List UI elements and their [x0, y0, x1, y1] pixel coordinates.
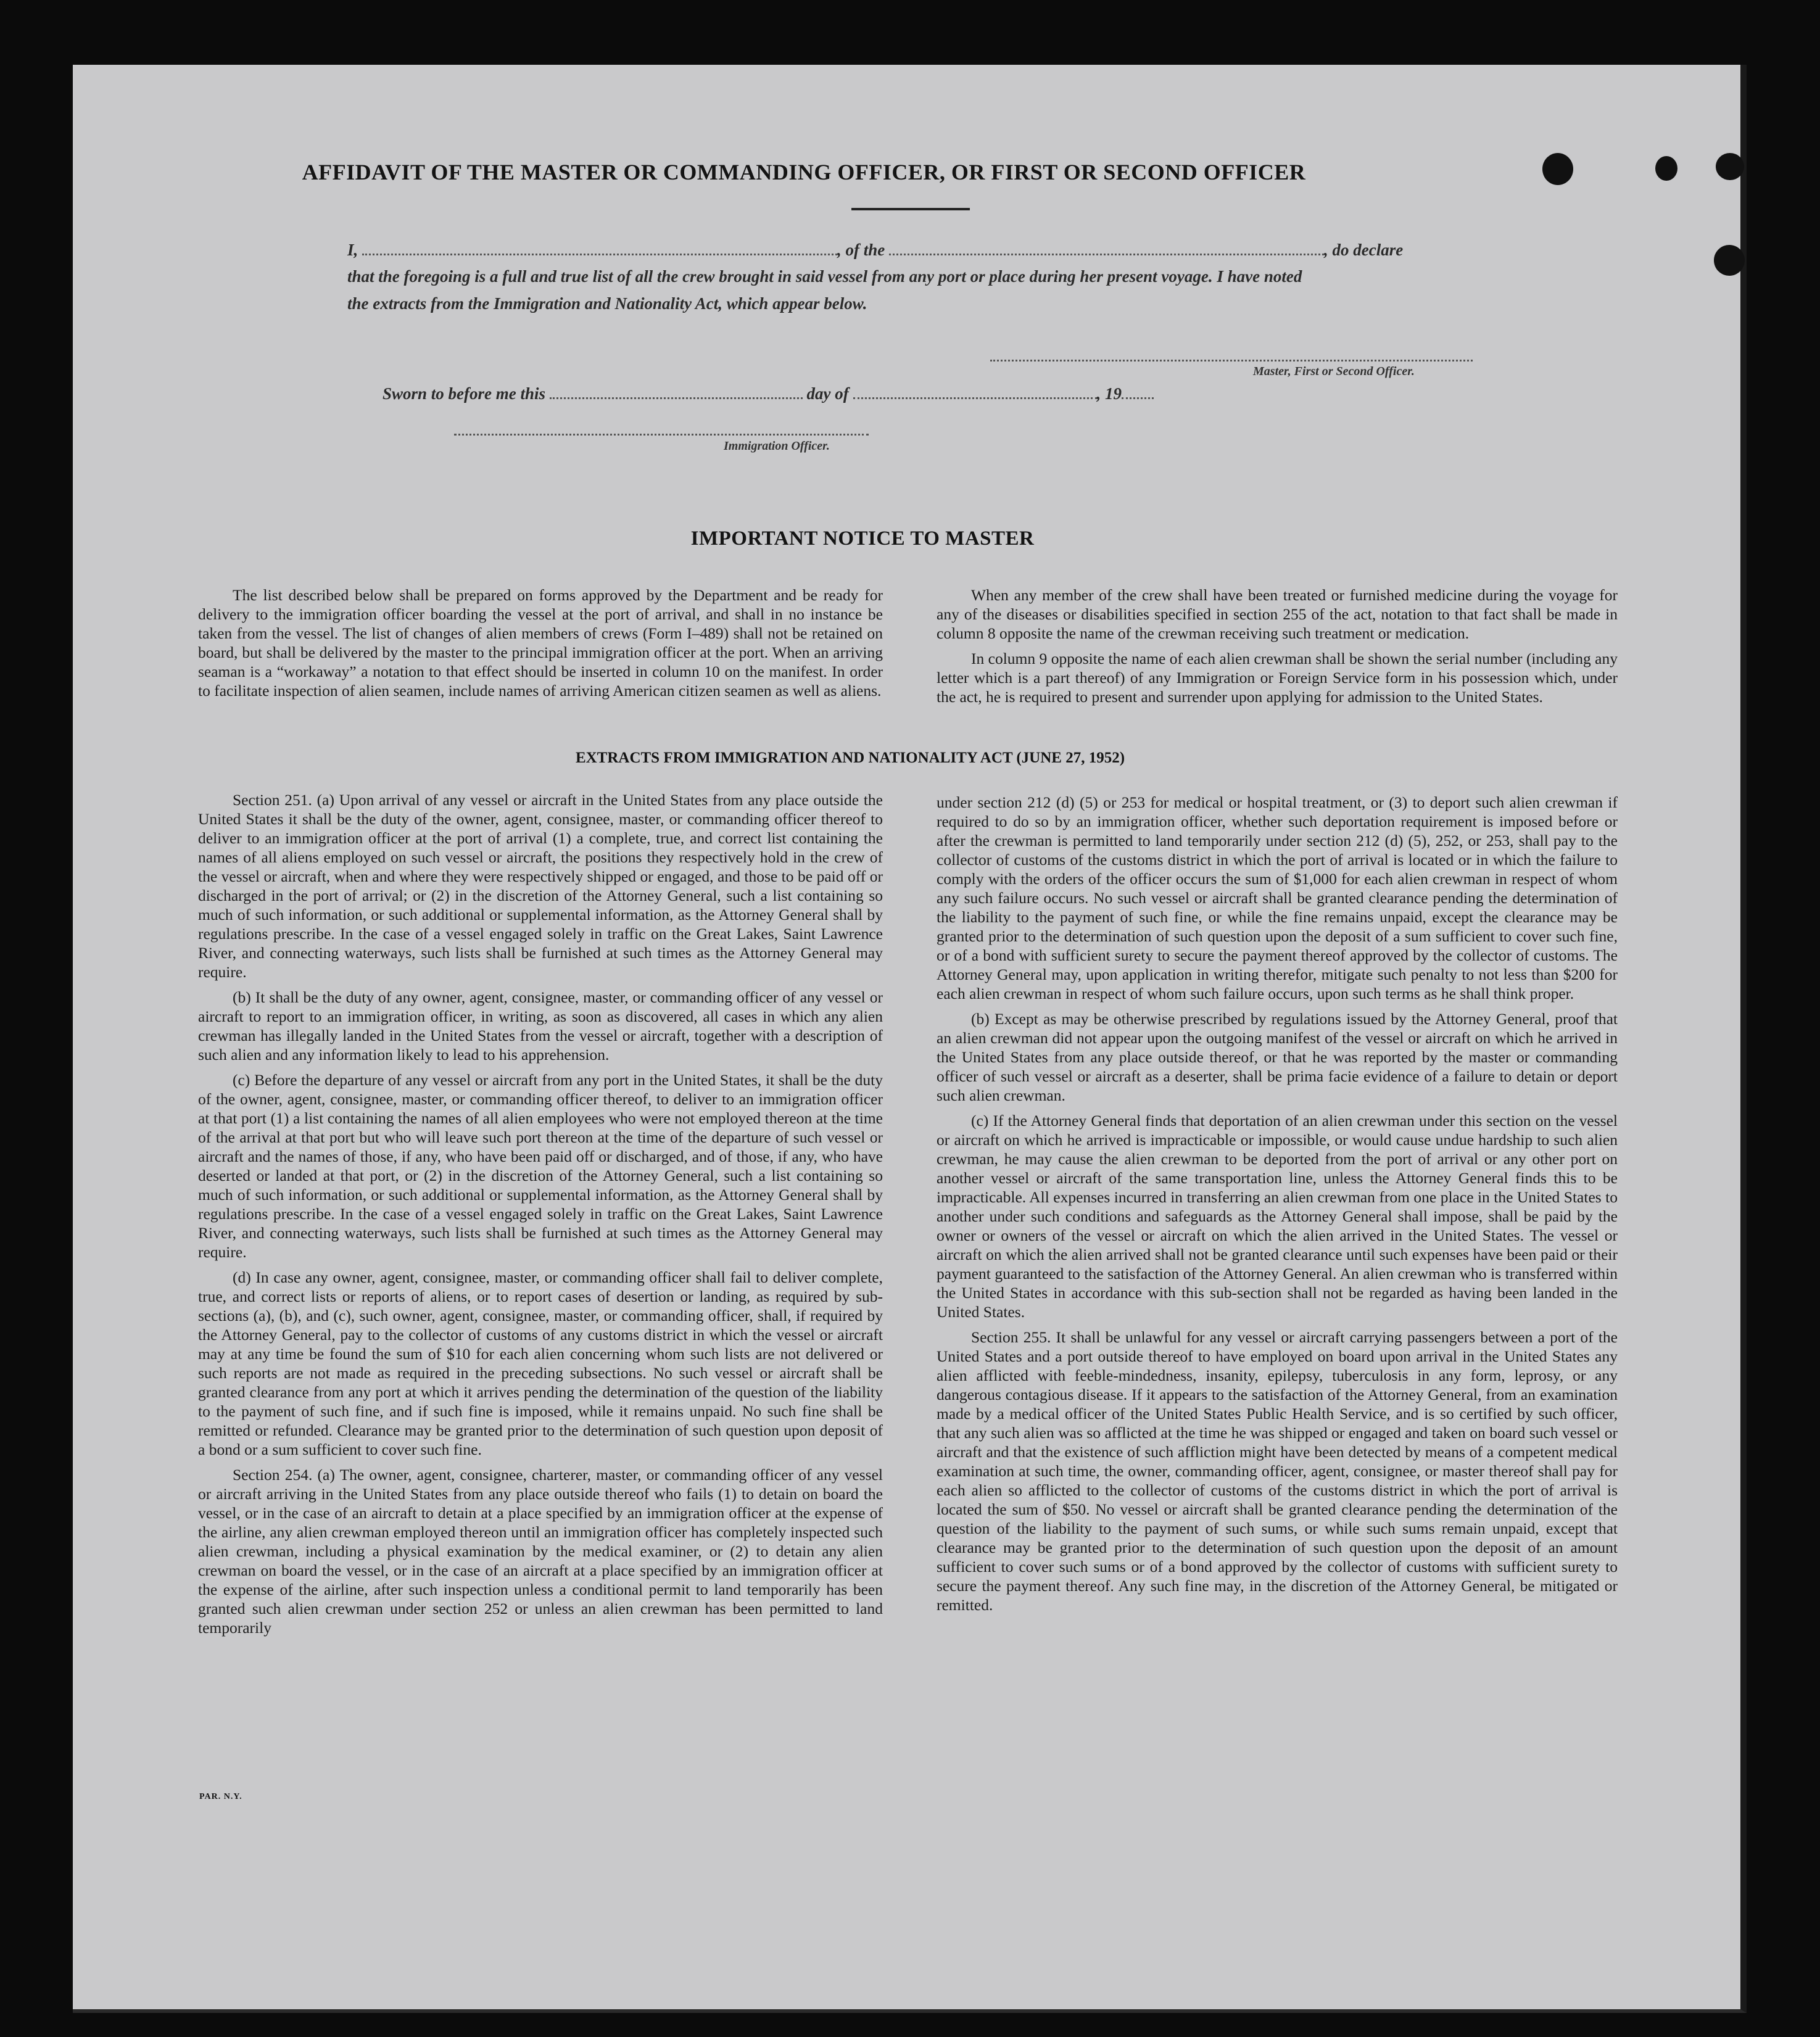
- punch-hole: [1655, 156, 1677, 181]
- declaration-i: I,: [347, 241, 358, 259]
- form-page: [73, 65, 1747, 2013]
- section-251-c: (c) Before the departure of any vessel or aircraft from any port in the United States, it shall be the duty of the owner, agent, consignee, master, or commanding officer thereof, to deliver to an immigration officer at that port (1) a list containing the names of all alien employees who were not employed thereon at the time of the arrival at that port but who will leave such port thereon at the time of the departure of such vessel or aircraft and the names of those, if any, who have been paid off or discharged, and of those, if any, who have deserted or landed at that port, or (2) in the discretion of the Attorney General, such a list containing so much of such information, or such additional or supplemental information, as the Attorney General shall by regulations prescribe. In the case of a vessel engaged solely in traffic on the Great Lakes, Saint Lawrence River, and connecting waterways, such lists shall be furnished at such times as the Attorney General may require.: [198, 1071, 883, 1261]
- declaration-do-declare: , do declare: [1324, 241, 1404, 259]
- printer-mark: PAR. N.Y.: [199, 1792, 242, 1801]
- sworn-month-field[interactable]: [853, 397, 1097, 399]
- title-underline: [851, 208, 970, 210]
- declaration-line-3: the extracts from the Immigration and Nationality Act, which appear below.: [347, 294, 867, 313]
- notice-heading: IMPORTANT NOTICE TO MASTER: [690, 527, 1035, 550]
- section-255: Section 255. It shall be unlawful for any vessel or aircraft carrying passengers between a port of the United States and a port outside thereof to have employed on board upon arrival in the United States any alien afflicted with feeble-mindedness, insanity, epilepsy, tuberculosis in any form, leprosy, or any dangerous contagious disease. If it appears to the satisfaction of the Attorney General, from an examination made by a medical officer of the United States Public Health Service, and is so certified by such officer, that any such alien was so afflicted at the time he was shipped or engaged and taken on board such vessel or aircraft and that the existence of such affliction might have been detected by means of a competent medical examination at such time, the owner, commanding officer, agent, consignee, or master thereof shall pay for each alien so afflicted to the collector of customs of the customs district in which the port of arrival is located the sum of $50. No vessel or aircraft shall be granted clearance pending the determination of the question of the liability to the payment of such sums, or while such sums remain unpaid, except that clearance may be granted prior to the determination of such question upon the deposit of an amount sufficient to cover such sums or of a bond approved by the collector of customs with sufficient surety to secure the payment thereof. Any such fine may, in the discretion of the Attorney General, be mitigated or remitted.: [937, 1328, 1618, 1614]
- name-field[interactable]: [362, 254, 837, 255]
- notice-left-column: [198, 585, 883, 706]
- notice-right-paragraph: When any member of the crew shall have been treated or furnished medicine during the voyage for any of the diseases or disabilities specified in section 255 of the act, notation to that fact shall be made in column 8 opposite the name of the crewman receiving such treatment or medication.: [937, 586, 1618, 642]
- punch-hole: [1716, 153, 1744, 180]
- notice-right-paragraph: In column 9 opposite the name of each alien crewman shall be shown the serial number (including any letter which is a part thereof) of any Immigration or Foreign Service form in his possession which, under the act, he is required to present and surrender upon applying for admission to the United States.: [937, 650, 1618, 706]
- extracts-left-column: [198, 790, 883, 1643]
- master-signature-line[interactable]: [990, 360, 1473, 362]
- sworn-year-field[interactable]: [1122, 397, 1154, 399]
- section-254-c: (c) If the Attorney General finds that deportation of an alien crewman under this section on the vessel or aircraft on which he arrived is impracticable or impossible, or would cause undue hardship to such alien crewman, he may cause the alien crewman to be deported from the port of arrival or any other port on another vessel or aircraft of the same transportation line, unless the Attorney General finds this to be impracticable. All expenses incurred in transferring an alien crewman from one place in the United States to another under such conditions and safeguards as the Attorney General shall impose, shall be paid by the owner or owners of the vessel or aircraft on which the alien arrived in the United States. The vessel or aircraft on which the alien arrived shall not be granted clearance until such expenses have been paid or their payment guaranteed to the satisfaction of the Attorney General. An alien crewman who is transferred within the United States in accordance with this sub-section shall not be regarded as having been landed in the United States.: [937, 1112, 1618, 1321]
- officer-signature-label: Immigration Officer.: [724, 439, 830, 453]
- section-254-b: (b) Except as may be otherwise prescribed by regulations issued by the Attorney General, proof that an alien crewman did not appear upon the outgoing manifest of the vessel or aircraft on which he arrived in the United States from any place outside thereof, or that he was reported by the master or commanding officer of such vessel or aircraft as a deserter, shall be prima facie evidence of a failure to detain or deport such alien crewman.: [937, 1010, 1618, 1104]
- officer-signature-line[interactable]: [454, 434, 869, 436]
- section-254-a: Section 254. (a) The owner, agent, consignee, charterer, master, or commanding officer of any vessel or aircraft arriving in the United States from any place outside thereof who fails (1) to detain on board the vessel, or in the case of an aircraft to detain at a place specified by an immigration officer at the expense of the airline, any alien crewman employed thereon until an immigration officer has completely inspected such alien crewman, including a physical examination by the medical examiner, or (2) to detain any alien crewman on board the vessel, or in the case of an aircraft at a place specified by an immigration officer at the expense of the airline, after such inspection unless a conditional permit to land temporarily has been granted such alien crewman under section 252 or unless an alien crewman has been permitted to land temporarily: [198, 1466, 883, 1637]
- extracts-heading: EXTRACTS FROM IMMIGRATION AND NATIONALITY ACT (JUNE 27, 1952): [575, 750, 1125, 766]
- sworn-day-of: day of: [806, 384, 849, 403]
- notice-left-paragraph: The list described below shall be prepared on forms approved by the Department and be ready for delivery to the immigration officer boarding the vessel at the port of arrival, and shall in no instance be taken from the vessel. The list of changes of alien members of crews (Form I–489) shall not be retained on board, but shall be delivered by the master to the principal immigration officer at the port. When an arriving seaman is a “workaway” a notation to that effect should be inserted in column 10 on the manifest. In order to facilitate inspection of alien seamen, include names of arriving American citizen seamen as well as aliens.: [198, 586, 883, 700]
- affidavit-title: AFFIDAVIT OF THE MASTER OR COMMANDING OFFICER, OR FIRST OR SECOND OFFICER: [302, 160, 1306, 184]
- punch-hole: [1542, 153, 1573, 185]
- section-251-b: (b) It shall be the duty of any owner, agent, consignee, master, or commanding officer of any vessel or aircraft to report to an immigration officer, in writing, as soon as discovered, all cases in which any alien crewman has illegally landed in the United States from the vessel or aircraft, together with a description of such alien and any information likely to lead to his apprehension.: [198, 988, 883, 1064]
- sworn-day-field[interactable]: [550, 397, 803, 399]
- sworn-line: [383, 384, 1154, 403]
- sworn-prefix: Sworn to before me this: [383, 384, 546, 403]
- section-251-d: (d) In case any owner, agent, consignee, master, or commanding officer shall fail to deliver complete, true, and correct lists or reports of aliens, or to report cases of desertion or landing, as required by sub-sections (a), (b), and (c), such owner, agent, consignee, master, or commanding officer, shall, if required by the Attorney General, pay to the collector of customs of any customs district in which the vessel or aircraft may at any time be found the sum of $10 for each alien concerning whom such lists are not delivered or such reports are not made as required in the preceding subsections. No such vessel or aircraft shall be granted clearance from any port at which it arrives pending the determination of the question of the liability to the payment of such fine, and if such fine is imposed, while it remains unpaid. No such fine shall be remitted or refunded. Clearance may be granted prior to the determination of such question upon deposit of a bond or a sum sufficient to cover such fine.: [198, 1268, 883, 1458]
- punch-hole: [1714, 245, 1745, 276]
- declaration-line-2: that the foregoing is a full and true list of all the crew brought in said vessel from any port or place during her present voyage. I have noted: [347, 267, 1302, 286]
- declaration-line-1: [347, 241, 1557, 260]
- sworn-year: , 19: [1096, 384, 1122, 403]
- section-251-a: Section 251. (a) Upon arrival of any vessel or aircraft in the United States from any place outside the United States it shall be the duty of the owner, agent, consignee, master, or commanding officer thereof to deliver to an immigration officer at the port of arrival (1) a complete, true, and correct list containing the names of all aliens employed on such vessel or aircraft, the positions they respectively hold in the crew of the vessel or aircraft, when and where they were respectively shipped or engaged, and those to be paid off or discharged in the port of arrival; or (2) in the discretion of the Attorney General, such a list containing so much of such information, or such additional or supplemental information, as the Attorney General shall by regulations prescribe. In the case of a vessel engaged solely in traffic on the Great Lakes, Saint Lawrence River, and connecting waterways, such lists shall be furnished at such times as the Attorney General may require.: [198, 791, 883, 981]
- notice-right-column: [937, 585, 1618, 713]
- declaration-of-the: , of the: [837, 241, 885, 259]
- section-254-a-continued: under section 212 (d) (5) or 253 for medical or hospital treatment, or (3) to deport such alien crewman if required to do so by an immigration officer, whether such deportation requirement is imposed before or after the crewman is permitted to land temporarily under section 212 (d) (5), 252, or 253, shall pay to the collector of customs of the customs district in which the port of arrival is located or in which the failure to comply with the orders of the officer occurs the sum of $1,000 for each alien crewman in respect of whom any such failure occurs. No such vessel or aircraft shall be granted clearance pending the determination of the liability to the payment of such fine, or while the fine remains unpaid, except the clearance may be granted prior to the determination of such question upon the deposit of a sum sufficient to cover such fine, or of a bond with sufficient surety to secure the payment thereof approved by the collector of customs. The Attorney General may, upon application in writing therefor, mitigate such penalty to not less than $200 for each alien crewman in respect of whom such failure occurs, upon such terms as he shall think proper.: [937, 793, 1618, 1002]
- master-signature-label: Master, First or Second Officer.: [1253, 365, 1415, 378]
- extracts-right-column: [937, 793, 1618, 1621]
- vessel-field[interactable]: [889, 254, 1324, 255]
